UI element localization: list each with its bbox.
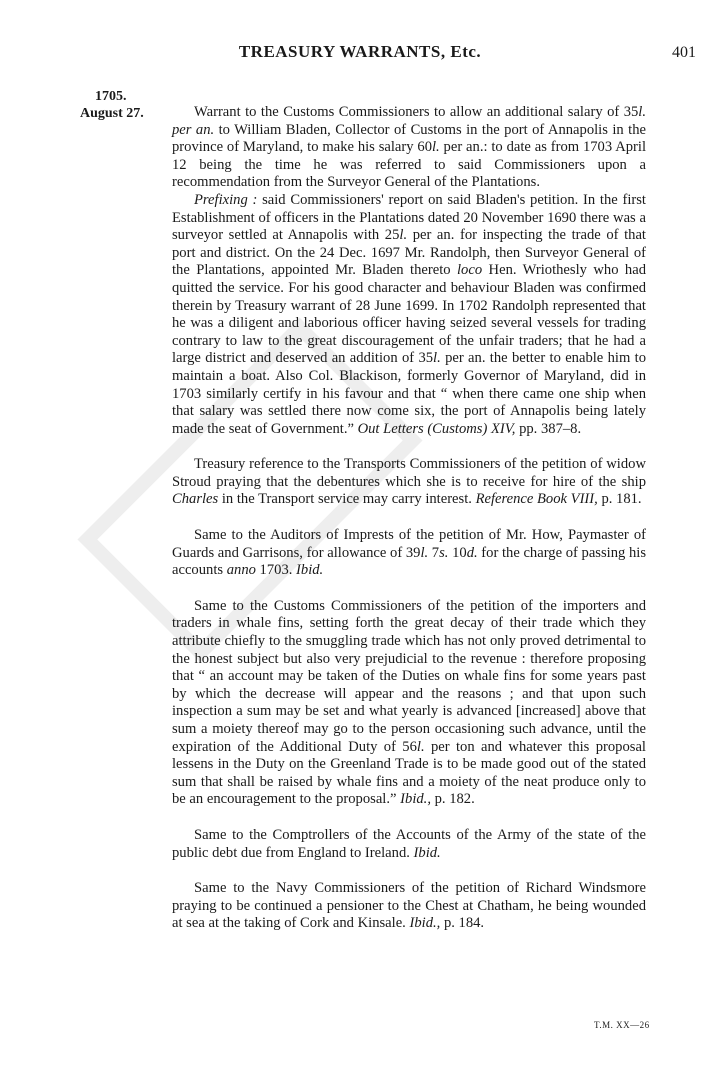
text-run: Hen. Wriothesly who had quitted the service. For his good character and behaviour Bladen was confirmed therein by Treasury warrant of 28 June 1699. In 1702 Randolph represented that he was a diligent and laborious officer having seized several vessels for trading contrary to law to the great discouragement of the unfair traders; that he had a large district and deserved an addition of 35	[172, 262, 646, 367]
text-run: per an. for inspecting the trade of that port and district. On the 24 Dec. 1697 Mr. Randolph, then Surveyor General of the Plantations, appointed Mr. Bladen thereto	[172, 227, 646, 279]
prefixing-paragraph	[172, 192, 646, 438]
entry-stroud-petition	[172, 456, 646, 509]
page-number: 401	[672, 44, 696, 61]
text-run: Same to the Navy Commissioners of the petition of Richard Windsmore praying to be continued a pensioner to the Chest at Chatham, he being wounded at sea at the taking of Cork and Kinsale.	[172, 880, 646, 932]
text-run: Treasury reference to the Transports Commissioners of the petition of widow Stroud praying that the debentures which she is to receive for hire of the ship	[172, 456, 646, 490]
text-run: Ibid.,	[409, 915, 441, 932]
text-run: p. 184.	[440, 915, 485, 932]
text-run: 7	[428, 544, 440, 561]
running-header: TREASURY WARRANTS, Etc.	[238, 42, 482, 61]
entry-whale-fins	[172, 598, 646, 809]
text-run: Ibid.	[413, 844, 441, 861]
text-run: p. 181.	[597, 491, 642, 508]
text-run: l.	[433, 350, 441, 367]
text-run: per an.: to date as from 1703 April 12 being the time he was referred to said Commissioners upon a recommendation from the Surveyor General of the Plantations.	[172, 139, 647, 191]
page-body	[172, 104, 646, 933]
text-run: d.	[466, 544, 478, 561]
text-run: loco	[456, 262, 483, 279]
warrant-paragraph	[172, 104, 646, 192]
text-run: l.	[399, 227, 408, 244]
text-run: Charles	[172, 491, 219, 508]
text-run: l.	[420, 544, 429, 561]
signature-mark: T.M. XX—26	[594, 1020, 650, 1030]
text-run: anno	[226, 562, 256, 579]
text-run: Ibid.,	[400, 791, 431, 808]
entry-how-paymaster	[172, 527, 646, 580]
margin-year: 1705.	[95, 89, 127, 104]
text-run: l.	[416, 738, 425, 755]
text-run: Same to the Comptrollers of the Accounts of the Army of the state of the public debt due from England to Ireland.	[172, 826, 646, 861]
text-run: per an. the better to enable him to maintain a boat. Also Col. Blackison, formerly Governor of Maryland, did in 1703 similarly certify in his favour and that “ when there came one ship when that salary was settled there now come six, the port of Annapolis being lately made the seat of Government.”	[172, 350, 646, 437]
text-run: 1703.	[255, 562, 297, 579]
text-run: to William Bladen, Collector of Customs in the port of Annapolis in the province of Maryland, to make his salary 60	[172, 121, 646, 156]
entry-windsmore-petition	[172, 880, 646, 933]
text-run: Same to the Customs Commissioners of the petition of the importers and traders in whale fins, setting forth the great decay of their trade which they attribute chiefly to the smuggling trade which has not only proved detrimental to the honest subject but also very prejudicial to the revenue : therefore proposing that “ an account may be taken of the Duties on whale fins for some years past by which the decrease will appear and the reasons ; and that upon such inspection a sum may be set and what yearly is advanced [increased] above that sum a moiety thereof may go to the person occasioning such advance, until the expiration of the Additional Duty of 56	[172, 597, 646, 755]
text-run: Reference Book VIII,	[475, 491, 598, 508]
text-run: Warrant to the Customs Commissioners to allow an additional salary of 35	[194, 104, 639, 120]
margin-date: August 27.	[80, 106, 144, 121]
text-run: per ton and whatever this proposal lessens in the Duty on the Greenland Trade is to be made good out of the stated sum that shall be raised by whale fins and a moiety of the neat produce only to be an encouragement to the proposal.”	[172, 738, 646, 808]
text-run: for the charge of passing his accounts	[172, 544, 646, 579]
text-run: in the Transport service may carry interest.	[218, 491, 476, 508]
text-run: Prefixing :	[194, 191, 258, 208]
text-run: Ibid.	[296, 562, 324, 579]
text-run: s.	[439, 544, 449, 561]
text-run: l.	[432, 139, 440, 156]
text-run: 10	[448, 544, 467, 561]
text-run: p. 182.	[430, 791, 475, 808]
entry-army-accounts	[172, 827, 646, 862]
text-run: said Commissioners' report on said Bladen's petition. In the first Establishment of officers in the Plantations dated 20 November 1690 there was a surveyor settled at Annapolis with 25	[172, 191, 646, 244]
text-run: Out Letters (Customs) XIV,	[357, 420, 516, 437]
text-run: l. per an.	[172, 104, 646, 138]
text-run: Same to the Auditors of Imprests of the petition of Mr. How, Paymaster of Guards and Garrisons, for allowance of 39	[172, 527, 646, 561]
text-run: pp. 387–8.	[515, 420, 582, 437]
